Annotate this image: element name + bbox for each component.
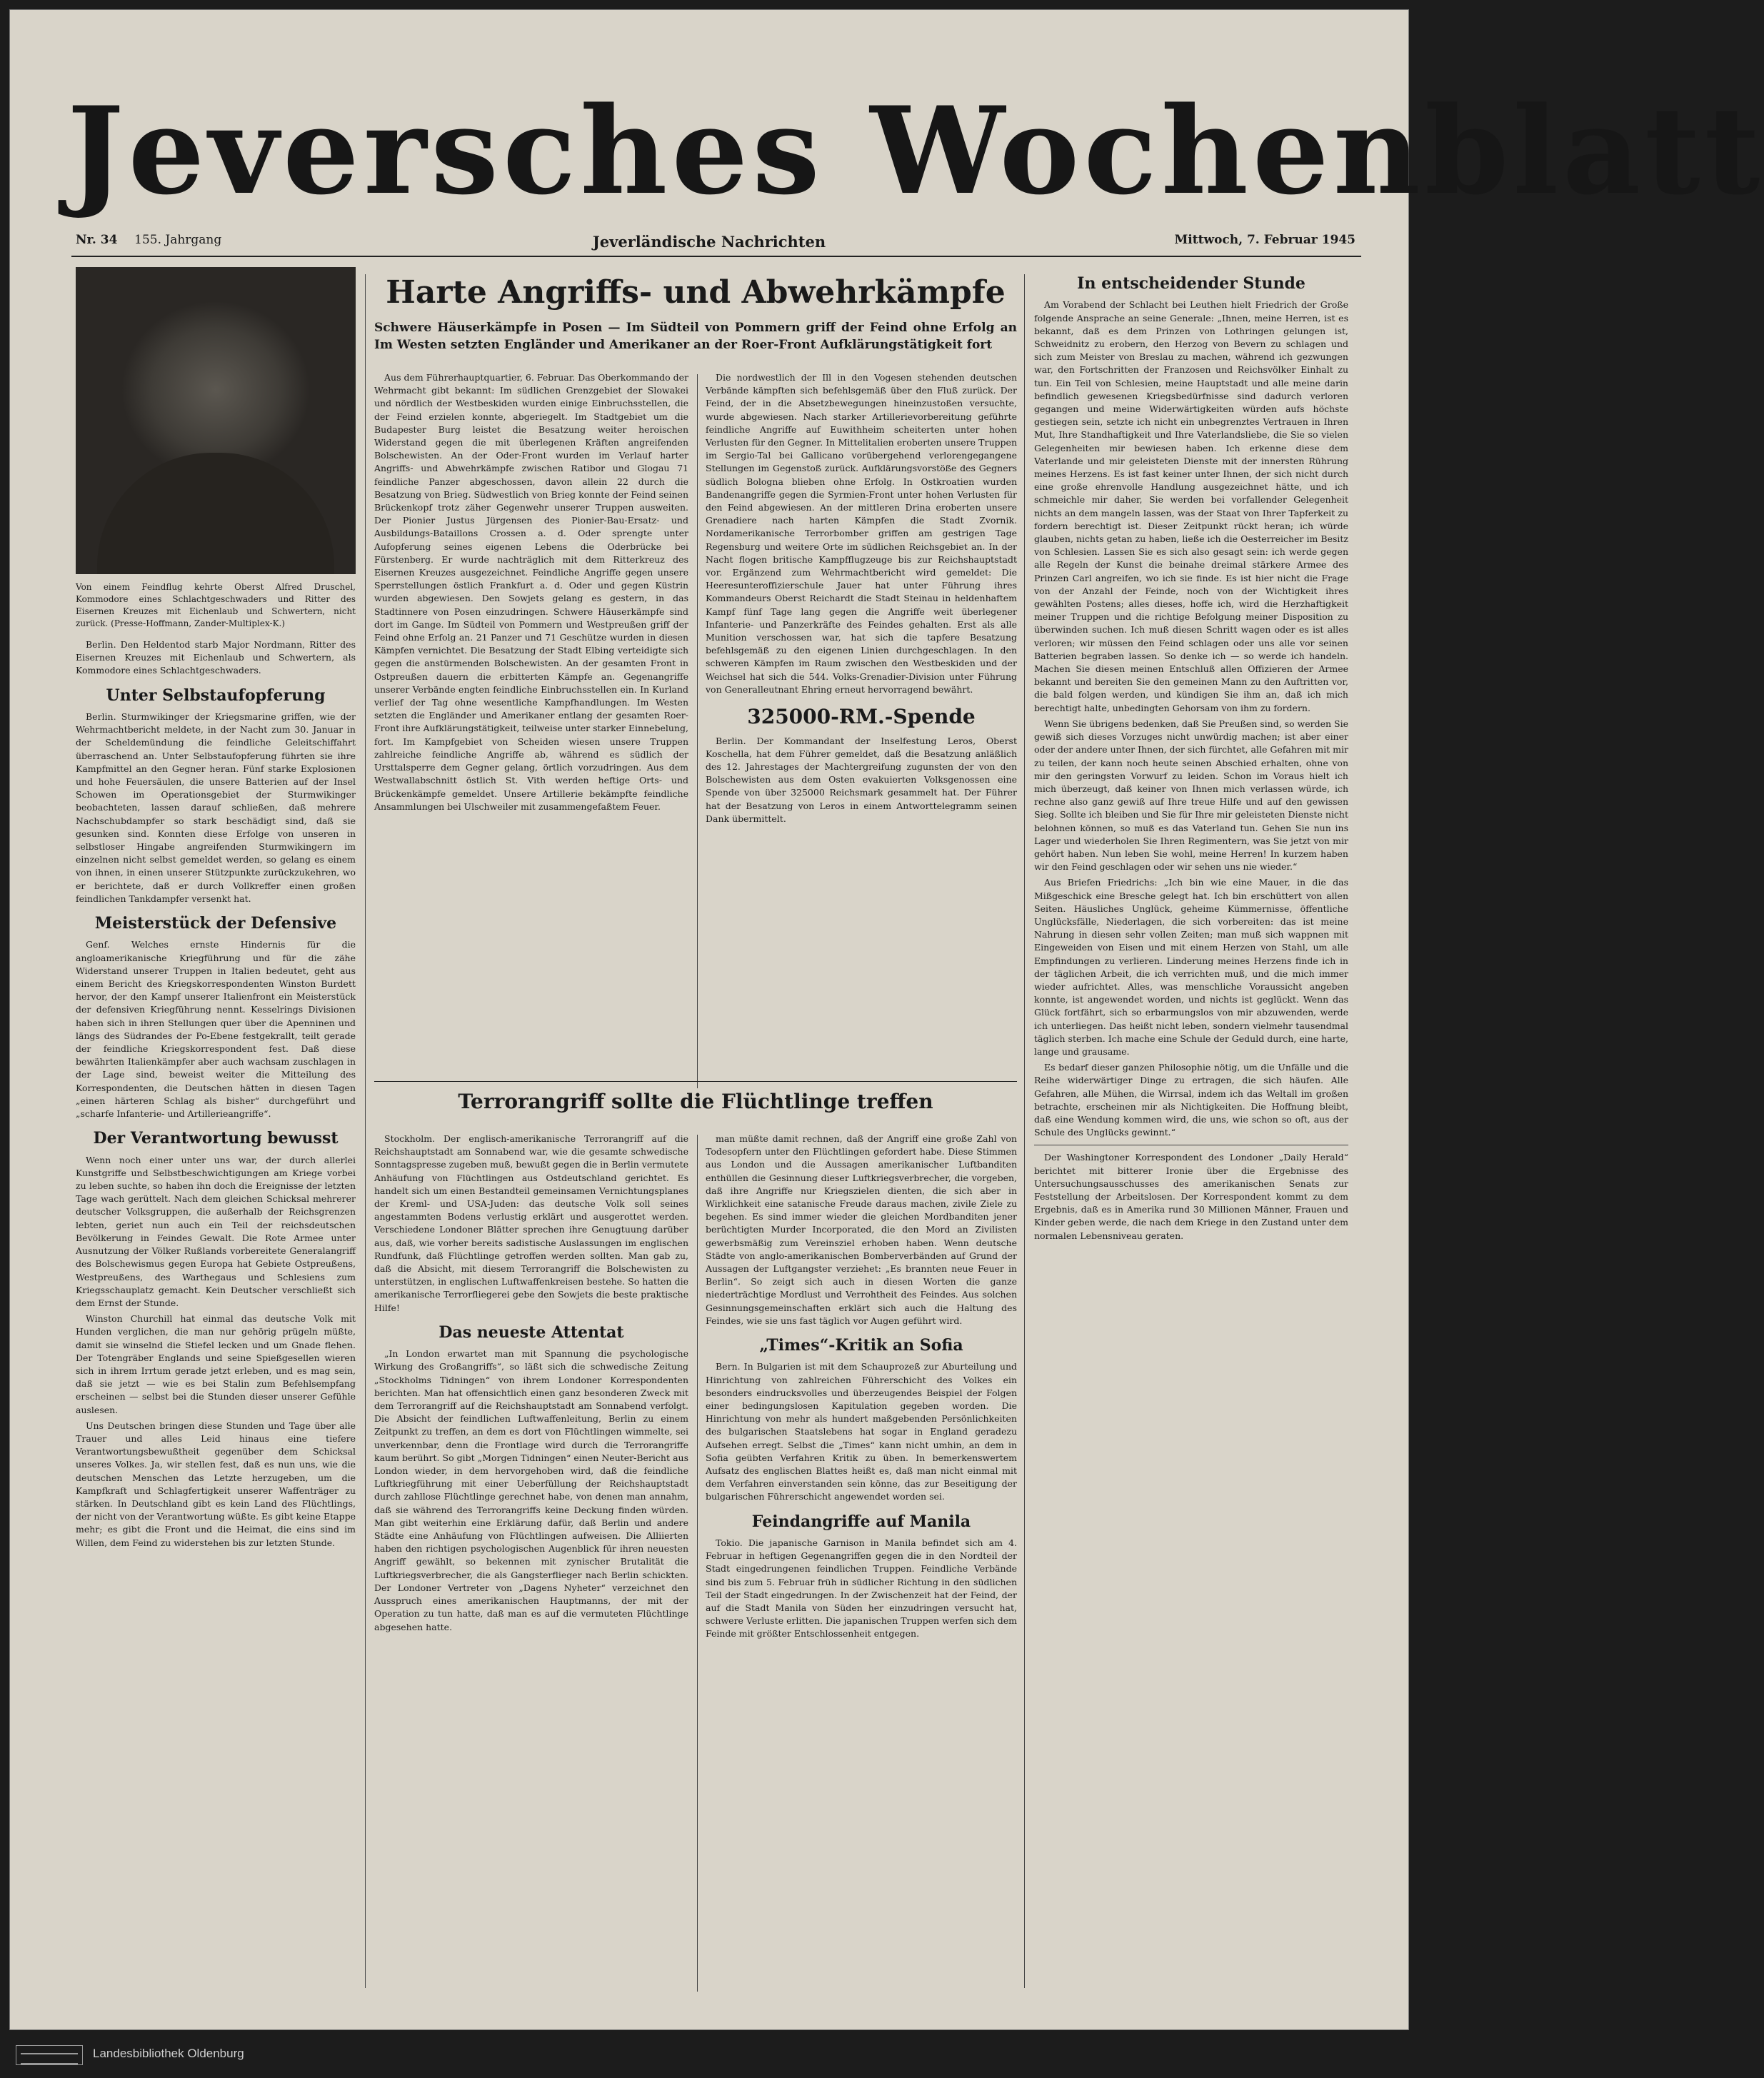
photo-caption: Von einem Feindflug kehrte Oberst Alfred Druschel, Kommodore eines Schlachtgeschwaders und Ritter des Eisernen Kreuzes mit Eichenlaub und Schwertern, nicht zurück. (Presse-Hoffmann, Zander-Multiplex-K.) xyxy=(76,582,356,628)
main-report-a: Aus dem Führerhauptquartier, 6. Februar. Das Oberkommando der Wehrmacht gibt bekannt: Im südlichen Grenzgebiet der Slowakei und nördlich der Westbeskiden wurden einige Einbruchsstellen, die der Feind erzielen konnte, abgeriegelt. Im Stadtgebiet um die Budapester Burg leistet die Besatzung weiter heroischen Widerstand gegen die mit überlegenen Kräften angreifenden Bolschewisten. An der Oder-Front wurden im Verlauf harter Angriffs- und Abwehrkämpfe zwischen Ratibor und Glogau 71 feindliche Panzer abgeschossen, davon allein 22 durch die Besatzung von Brieg. Südwestlich von Brieg konnte der Feind seinen Brückenkopf trotz zäher Gegenwehr unserer Truppen ausweiten. Der Pionier Justus Jürgensen des Pionier-Bau-Ersatz- und Ausbildungs-Bataillons Crossen a. d. Oder sprengte unter Aufopferung seines eigenen Lebens die Oderbrücke bei Fürstenberg. Er wurde nachträglich mit dem Ritterkreuz des Eisernen Kreuzes ausgezeichnet. Feindliche Angriffe gegen unsere Sperrstellungen östlich Frankfurt a. d. Oder und gegen Küstrin wurden abgewiesen. Den Sowjets gelang es gestern, in das Stadtinnere von Posen einzudringen. Schwere Häuserkämpfe sind dort im Gange. Im Südteil von Pommern und Westpreußen griff der Feind ohne Erfolg an. 21 Panzer und 71 Geschütze wurden in diesen Kämpfen vernichtet. Die Besatzung der Stadt Elbing verteidigte sich gegen die anstürmenden Bolschewisten. An der gesamten Front in Ostpreußen dauern die erbitterten Kämpfe an. Gegenangriffe unserer Verbände engten feindliche Einbruchsstellen ein. In Kurland verlief der Tag ohne wesentliche Kampfhandlungen. Im Westen setzten die Engländer und Amerikaner entlang der gesamten Roer-Front ihre Aufklärungstätigkeit, teilweise unter starker Einnebelung, fort. Im Kampfgebiet von Scheiden wiesen unsere Truppen zahlreiche feindliche Angriffe ab, während es südlich der Ursttalsperre dem Gegner gelang, örtlich vorzudringen. Aus dem Westwallabschnitt östlich St. Vith werden heftige Orts- und Brückenkämpfe gemeldet. Unsere Artillerie bekämpfte feindliche Ansammlungen bei Ulschweiler mit zusammengefaßtem Feuer. xyxy=(374,372,688,812)
right-column xyxy=(1034,274,1348,1995)
column-rule xyxy=(365,274,366,1988)
portrait-photo xyxy=(76,267,356,574)
main-article-col-b xyxy=(706,371,1017,1085)
article-verantwortung-3: Uns Deutschen bringen diese Stunden und Tage über alle Trauer und alles Leid hinaus eine tiefere Verantwortungsbewußtheit gegenüber dem Schicksal unseres Volkes. Ja, wir stellen fest, daß es nun uns, wie die deutschen Menschen das Letzte herzugeben, um die Kampfkraft und Schlagfertigkeit unserer Waffenträger zu stärken. In Deutschland gibt es kein Land des Flüchtlings, der nicht von der Verantwortung wüßte. Es gibt keine Etappe mehr; es gibt die Front und die Heimat, die eins sind im Willen, dem Feind zu widerstehen bis zur letzten Stunde. xyxy=(76,1420,356,1548)
masthead-subtitle: Jeverländische Nachrichten xyxy=(592,233,826,251)
spende-text: Berlin. Der Kommandant der Inselfestung Leros, Oberst Koschella, hat dem Führer gemeldet, daß die Besatzung anläßlich des 12. Jahrestages der Machtergreifung zugunsten der von den Bolschewisten aus dem Osten evakuierten Volksgenossen eine Spende von über 325000 Reichsmark gesammelt hat. Der Führer hat der Besatzung von Leros in einem Antworttelegramm seinen Dank übermittelt. xyxy=(706,735,1017,824)
terror-col-b xyxy=(706,1133,1017,1995)
article-selbstaufopferung: Berlin. Sturmwikinger der Kriegsmarine griffen, wie der Wehrmachtbericht meldete, in der Nacht zum 30. Januar in der Scheldemündung die feindliche Geleitschiffahrt überraschend an. Unter Selbstaufopferung führten sie ihre Kampfmittel an den Gegner heran. Fünf starke Explosionen und hohe Feuersäulen, die unsere Batterien auf der Insel Schowen im Operationsgebiet der Sturmwikinger beobachteten, lassen darauf schließen, daß mehrere Nachschubdampfer so stark beschädigt sind, daß sie gesunken sind. Konnten diese Erfolge von unseren in selbstloser Hingabe angreifenden Sturmwikingern im einzelnen nicht selbst gemeldet werden, so gelang es einem von ihnen, in einen unserer Stützpunkte zurückzukehren, wo er berichtete, daß er durch Vollkreffer einen großen feindlichen Tankdampfer versenkt hat. xyxy=(76,711,356,904)
right-text-1: Am Vorabend der Schlacht bei Leuthen hielt Friedrich der Große folgende Ansprache an seine Generale: „Ihnen, meine Herren, ist es bekannt, daß es dem Prinzen von Lothringen gelungen ist, Schweidnitz zu erobern, den Herzog von Bevern zu schlagen und sich zum Meister von Breslau zu machen, während ich gezwungen war, den Fortschritten der Franzosen und Reichsvölker Einhalt zu tun. Ein Teil von Schlesien, meine Hauptstadt und alle meine darin befindlich gewesenen Kriegsbedürfnisse sind dadurch verloren gegangen und meine Widerwärtigkeiten würden aufs höchste gestiegen sein, setzte ich nicht ein unbegrenztes Vertrauen in Ihren Mut, Ihre Standhaftigkeit und Ihre Vaterlandsliebe, die Sie so vielen Gelegenheiten mir bewiesen haben. Ich erkenne diese dem Vaterlande und mir geleisteten Dienste mit der innersten Rührung meines Herzens. Es ist fast keiner unter Ihnen, der sich nicht durch eine große ehrenvolle Handlung ausgezeichnet hätte, und ich schmeichle mir daher, Sie werden bei vorfallender Gelegenheit nichts an dem mangeln lassen, was der Staat von Ihrer Tapferkeit zu fordern berechtigt ist. Dieser Zeitpunkt rückt heran; ich würde glauben, nichts getan zu haben, ließe ich die Oesterreicher im Besitz von Schlesien. Lassen Sie es sich also gesagt sein: ich werde gegen alle Regeln der Kunst die beinahe dreimal stärkere Armee des Prinzen Carl angreifen, wo ich sie finde. Es ist hier nicht die Frage von der Anzahl der Feinde, noch von der Wichtigkeit ihres gewählten Postens; alles dieses, hoffe ich, wird die Herzhaftigkeit meiner Truppen und die richtige Befolgung meiner Disposition zu überwinden suchen. Ich muß diesen Schritt wagen oder es ist alles verloren; wir müssen den Feind schlagen oder uns alle vor seinen Batterien begraben lassen. So denke ich — so werde ich handeln. Machen Sie diesen meinen Entschluß allen Offizieren der Armee bekannt und bereiten Sie den gemeinen Mann zu den Auftritten vor, die bald folgen werden, und kündigen Sie ihm an, daß ich mich berechtigt halte, unbedingten Gehorsam von ihm zu fordern. xyxy=(1034,299,1348,713)
issue-date: Mittwoch, 7. Februar 1945 xyxy=(1174,233,1355,247)
section-rule xyxy=(374,1081,1017,1082)
terror-text-a: Stockholm. Der englisch-amerikanische Terrorangriff auf die Reichshauptstadt am Sonnabend war, wie die gesamte schwedische Sonntagspresse zugeben muß, bewußt gegen die in Berlin vermutete Anhäufung von Flüchtlingen aus Ostdeutschland gerichtet. Es handelt sich um einen Bestandteil gemeinsamen Vernichtungsplanes der Kreml- und USA-Juden: das deutsche Volk soll seines angestammten Bodens verlustig erklärt und ausgerottet werden. Verschiedene Londoner Blätter sprechen ihre Genugtuung darüber aus, daß, wie vorher bereits sadistische Auslassungen im englischen Rundfunk, daß Flüchtlinge getroffen werden sollten. Man gab zu, daß die Absicht, mit diesem Terrorangriff die Bolschewisten zu unterstützen, in englischen Luftwaffenkreisen bestehe. So hatten die amerikanische Terrorfliegerei gebe den Sowjets die beste praktische Hilfe! xyxy=(374,1133,688,1313)
article-verantwortung-2: Winston Churchill hat einmal das deutsche Volk mit Hunden verglichen, die man nur gehörig prügeln müßte, damit sie winselnd die Stiefel lecken und um Gnade flehen. Der Totengräber Englands und seine Spießgesellen wieren sich in ihrem Irrtum gerade jetzt erleben, und es mag sein, daß sie jetzt — wie es bei Stalin zum Befehlsempfang erscheinen — selbst bei die Stunden dieser unserer Gefühle auslesen. xyxy=(76,1313,356,1415)
article-meisterstueck: Genf. Welches ernste Hindernis für die angloamerikanische Kriegführung und für die zähe Widerstand unserer Truppen in Italien bedeutet, geht aus einem Bericht des Kriegskorrespondenten Winston Burdett hervor, der den Kampf unserer Italienfront ein Meisterstück der defensiven Kriegführung nennt. Kesselrings Divisionen haben sich in ihren Stellungen quer über die Apenninen und längs des Südrandes der Po-Ebene festgekrallt, teilt gerade der feindliche Kriegskorrespondent fest. Daß diese bewährten Italienkämpfer aber auch wachsam zuschlagen in der Lage sind, beweist weiter die Mitteilung des Korrespondenten, die Deutschen hätten in diesen Tagen „einen härteren Schlag als bisher“ durchgeführt und „scharfe Infanterie- und Artillerieangriffe“. xyxy=(76,939,356,1120)
library-logo-icon xyxy=(16,2045,83,2065)
terror-headline: Terrorangriff sollte die Flüchtlinge treffen xyxy=(458,1090,933,1113)
article-verantwortung-1: Wenn noch einer unter uns war, der durch allerlei Kunstgriffe und Selbstbeschwichtigungen am Kriege vorbei zu leben suchte, so haben ihn doch die Ereignisse der letzten Tage wach gerüttelt. Nach dem gleichen Schicksal mehrerer deutscher Volksgruppen, die außerhalb der Reichsgrenzen lebten, geriet nun auch ein Teil der reichsdeutschen Bevölkerung in Feindes Gewalt. Die Rote Armee unter Ausnutzung der Völker Rußlands vorbereitete Generalangriff des Bolschewismus gegen Europa hat Gebiete Ostpreußens, Westpreußens, des Warthegaus und Schlesiens zum Kriegsschauplatz gemacht. Kein Deutscher verschließt sich dem Ernst der Stunde. xyxy=(76,1154,356,1308)
attentat-text: „In London erwartet man mit Spannung die psychologische Wirkung des Großangriffs“, so läßt sich die schwedische Zeitung „Stockholms Tidningen“ von ihrem Londoner Korrespondenten berichten. Man hat offensichtlich einen ganz besonderen Zweck mit dem Terrorangriff auf die Reichshauptstadt am Sonnabend verfolgt. Die Absicht der feindlichen Luftwaffenleitung, Berlin zu einem Zeitpunkt zu treffen, an dem es dort von Flüchtlingen wimmelte, sei unverkennbar, denn die Frontlage wird durch die Terrorangriffe kaum berührt. So gibt „Morgen Tidningen“ einen Neuter-Bericht aus London wieder, in dem hervorgehoben wird, daß die feindliche Luftkriegführung mit einer Ueberfüllung der Reichshauptstadt durch zahllose Flüchtlinge gerechnet habe, von denen man annahm, daß sie während des Terrorangriffs keine Deckung finden würden. Man gibt weiterhin eine Erklärung dafür, daß Berlin und andere Städte eine Anhäufung von Flüchtlingen aufweisen. Die Alliierten haben den richtigen psychologischen Augenblick für ihren neuesten Angriff gewählt, so bekennen mit zynischer Brutalität die Luftkriegsverbrecher, die als Gangsterflieger nach Berlin schickten. Der Londoner Vertreter von „Dagens Nyheter“ verzeichnet den Ausspruch eines amerikanischen Hauptmanns, der mit der Operation zu tun hatte, daß man es auf die vermuteten Flüchtlinge abgesehen hatte. xyxy=(374,1348,688,1632)
library-footer xyxy=(0,2032,1428,2078)
main-headline: Harte Angriffs- und Abwehrkämpfe xyxy=(386,274,1006,311)
column-rule xyxy=(1024,274,1025,1988)
masthead-rule xyxy=(71,256,1361,257)
right-text-3: Aus Briefen Friedrichs: „Ich bin wie eine Mauer, in die das Mißgeschick eine Bresche gelegt hat. Ich bin erschüttert von allen Seiten. Häusliches Unglück, geheime Kümmernisse, öffentliche Unglücksfälle, Niederlagen, die sich vorbereiten: das ist meine Nahrung in diesen sehr vollen Zeiten; man muß sich wappnen mit Eingeweiden von Eisen und mit einem Herzen von Stahl, um alle Empfindungen zu verlieren. Linderung meines Herzens finde ich in der täglichen Arbeit, die ich verrichten muß, und die mich immer wieder aufrichtet. Alles, was menschliche Voraussicht angeben konnte, ist angewendet worden, und nichts ist geglückt. Wenn das Glück fortfährt, sich so erbarmungslos von mir abzuwenden, werde ich unterliegen. Das heißt nicht leben, sondern vielmehr tausendmal täglich sterben. Ich mache eine Schule der Geduld durch, eine harte, lange und grausame. xyxy=(1034,877,1348,1057)
right-text-5: Der Washingtoner Korrespondent des Londoner „Daily Herald“ berichtet mit bitterer Ironie über die Ergebnisse des Untersuchungsausschusses des amerikanischen Senats zur Feststellung der Arbeitslosen. Der Korrespondent kommt zu dem Ergebnis, daß es in Amerika rund 30 Millionen Männer, Frauen und Kinder geben werde, die nach dem Kriege in den Zustand unter dem normalen Lebensniveau geraten. xyxy=(1034,1152,1348,1241)
main-article xyxy=(374,274,1017,361)
times-text: Bern. In Bulgarien ist mit dem Schauprozeß zur Aburteilung und Hinrichtung von zahlreichen Führerschicht des Volkes ein besonders eindrucksvolles und überzeugendes Beispiel der Folgen einer bedingungslosen Kapitulation gegeben worden. Die Hinrichtung von mehr als hundert maßgebenden Persönlichkeiten des bulgarischen Staatslebens hat sogar in England geradezu Aufsehen erregt. Selbst die „Times“ kann nicht umhin, an dem in Sofia geübten Verfahren Kritik zu üben. In bemerkenswertem Aufsatz des englischen Blattes heißt es, daß man nicht einmal mit dem Verfahren einverstanden sein könne, das zur Beseitigung der bulgarischen Führerschicht angewendet worden sei. xyxy=(706,1361,1017,1502)
issue-number: Nr. 34 xyxy=(76,233,118,247)
volume: 155. Jahrgang xyxy=(134,233,222,247)
column-rule xyxy=(697,374,698,1088)
heading-meisterstueck: Meisterstück der Defensive xyxy=(94,914,337,933)
terror-headline-wrap xyxy=(374,1090,1017,1133)
heading-verantwortung: Der Verantwortung bewusst xyxy=(93,1129,339,1148)
obituary-note: Berlin. Den Heldentod starb Major Nordmann, Ritter des Eisernen Kreuzes mit Eichenlaub und Schwertern, als Kommodore eines Schlachtgeschwaders. xyxy=(76,639,356,676)
heading-selbstaufopferung: Unter Selbstaufopferung xyxy=(106,686,326,705)
right-headline: In entscheidender Stunde xyxy=(1077,274,1306,293)
manila-headline: Feindangriffe auf Manila xyxy=(751,1512,971,1531)
main-report-b: Die nordwestlich der Ill in den Vogesen stehenden deutschen Verbände kämpften sich befehlsgemäß über den Fluß zurück. Der Feind, der in die Absetzbewegungen hineinzustoßen versuchte, wurde abgewiesen. Nach starker Artillerievorbereitung geführte feindliche Angriffe auf Euwithheim scheiterten unter hohen Verlusten für den Gegner. In Mittelitalien eroberten unsere Truppen im Sergio-Tal bei Gallicano vorübergehend verlorengegangene Stellungen im Gegenstoß zurück. Aufklärungsvorstöße des Gegners südlich Bologna blieben ohne Erfolg. In Ostkroatien wurden Bandenangriffe gegen die Syrmien-Front unter hohen Verlusten für den Feind abgewiesen. An der mittleren Drina eroberten unsere Grenadiere nach harten Kämpfen die Stadt Zvornik. Nordamerikanische Terrorbomber griffen am gestrigen Tage Regensburg und weitere Orte im südlichen Reichsgebiet an. In der Nacht flogen britische Kampfflugzeuge bis zur Reichshauptstadt vor. Ergänzend zum Wehrmachtbericht wird gemeldet: Die Heeresunteroffizierschule Jauer hat unter Führung ihres Kommandeurs Oberst Reichardt die Stadt Steinau in heldenhaftem Kampf fünf Tage lang gegen die Angriffe weit überlegener Infanterie- und Panzerkräfte des Feindes gehalten. Erst als alle Munition verschossen war, hat sich die tapfere Besatzung befehlsgemäß zu den eigenen Linien durchgeschlagen. In den schweren Kämpfen im Raum zwischen den Westbeskiden und der Weichsel hat sich die 544. Volks-Grenadier-Division unter Führung von Generalleutnant Ehring erneut hervorragend bewährt. xyxy=(706,372,1017,695)
right-text-2: Wenn Sie übrigens bedenken, daß Sie Preußen sind, so werden Sie gewiß sich dieses Vorzuges nicht unwürdig machen; ist aber einer oder der andere unter Ihnen, der sich fürchtet, alle Gefahren mit mir zu teilen, der kann noch heute seinen Abschied erhalten, ohne von mir den geringsten Vorwurf zu leiden. Schon im Voraus hielt ich mich überzeugt, daß keiner von Ihnen mich verlassen würde, ich rechne also ganz gewiß auf Ihre treue Hilfe und auf den gewissen Sieg. Sollte ich bleiben und Sie für Ihre mir geleisteten Dienste nicht belohnen können, so muß es das Vaterland tun. Gehen Sie nun ins Lager und wiederholen Sie Ihren Regimentern, was Sie jetzt von mir gehört haben. Nun leben Sie wohl, meine Herren! In kurzem haben wir den Feind geschlagen oder wir sehen uns nie wieder.“ xyxy=(1034,718,1349,873)
terror-col-a xyxy=(374,1133,688,1995)
attentat-headline: Das neueste Attentat xyxy=(439,1322,624,1342)
newspaper-page xyxy=(10,10,1764,2029)
times-headline: „Times“-Kritik an Sofia xyxy=(759,1336,963,1355)
main-lead: Schwere Häuserkämpfe in Posen — Im Südteil von Pommern griff der Feind ohne Erfolg an Im Westen setzten Engländer und Amerikaner an der Roer-Front Aufklärungstätigkeit fort xyxy=(374,320,1017,352)
masthead-title: Jeversches Wochenblatt xyxy=(67,80,1764,221)
main-article-col-a xyxy=(374,371,688,1085)
spende-headline: 325000-RM.-Spende xyxy=(747,705,976,729)
right-text-4: Es bedarf dieser ganzen Philosophie nötig, um die Unfälle und die Reihe widerwärtiger Dinge zu ertragen, die sich häufen. Alle Gefahren, alle Mühen, die Wirrsal, indem ich das Weltall im großen betrachte, erscheinen mir als Nichtigkeiten. Die Hoffnung bleibt, daß eine Wendung kommen wird, die uns, wie schon so oft, aus der Schule des Unglücks gewinnt.“ xyxy=(1034,1062,1348,1138)
column-rule xyxy=(697,1135,698,1992)
left-column xyxy=(76,267,356,1995)
library-name: Landesbibliothek Oldenburg xyxy=(93,2047,244,2060)
terror-text-b: man müßte damit rechnen, daß der Angriff eine große Zahl von Todesopfern unter den Flüchtlingen gefordert habe. Diese Stimmen aus London und die Aussagen amerikanischer Luftbanditen enthüllen die Gesinnung dieser Luftkriegsverbrecher, die vorgeben, daß ihre Angriffe nur Kriegszielen dienten, die sich aber in Wirklichkeit eine satanische Freude daraus machen, zivile Ziele zu begehen. Es sind immer wieder die gleichen Mordbanditen jener berüchtigten Murder Incorporated, die den Mord an Zivilisten gewerbsmäßig zum Vereinsziel erhoben haben. Wenn deutsche Städte von anglo-amerikanischen Bomberverbänden auf Grund der Aussagen der Luftgangster verziehet: „Es brannten neue Feuer in Berlin“. So zeigt sich auch in diesen Worten die ganze niederträchtige Mordlust und Verrohtheit des Feindes. Aus solchen Gesinnungsgemeinschaften erklärt sich auch die Haltung des Feindes, wie sie uns fast täglich vor Augen geführt wird. xyxy=(706,1133,1017,1326)
manila-text: Tokio. Die japanische Garnison in Manila befindet sich am 4. Februar in heftigen Gegenangriffen gegen die in den Nordteil der Stadt eingedrungenen feindlichen Truppen. Feindliche Verbände sind bis zum 5. Februar früh in südlicher Richtung in den südlichen Teil der Stadt eingedrungen. In der Zwischenzeit hat der Feind, der auf die Stadt Manila von Süden her einzudringen versucht hat, schwere Verluste erlitten. Die japanischen Truppen werfen sich dem Feinde mit größter Entschlossenheit entgegen. xyxy=(706,1537,1017,1640)
